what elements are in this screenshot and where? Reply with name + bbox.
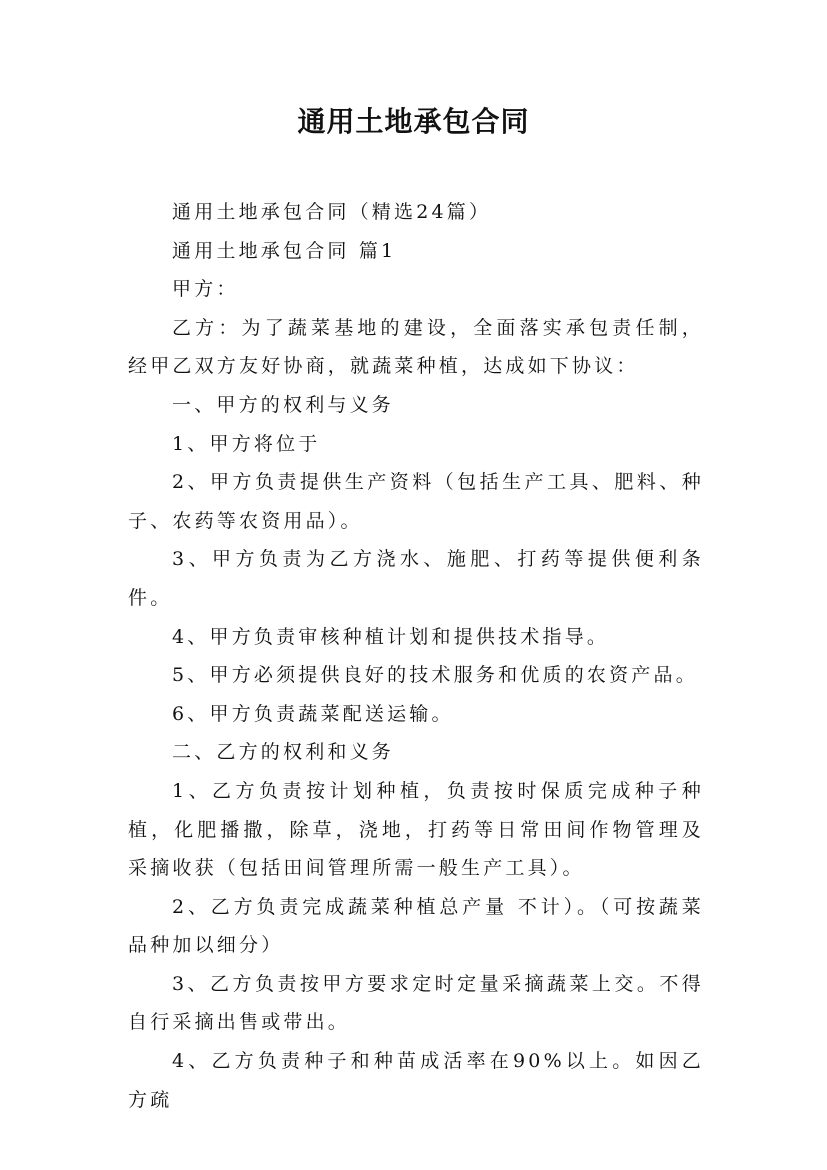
clause-a-4: 4、甲方负责审核种植计划和提供技术指导。 (172, 625, 610, 648)
clause-a-3: 3、甲方负责为乙方浇水、施肥、打药等提供便利条件。 (128, 548, 704, 609)
paragraph-party-b: 乙方：为了蔬菜基地的建设，全面落实承包责任制，经甲乙双方友好协商，就蔬菜种植，达成如下协议： (128, 316, 704, 378)
clause-a-6: 6、甲方负责蔬菜配送运输。 (172, 702, 454, 725)
clause-b-2: 2、乙方负责完成蔬菜种植总产量 不计）。（可按蔬菜品种加以细分） (128, 895, 704, 957)
paragraph-heading-part-1: 通用土地承包合同 篇1 (172, 239, 397, 262)
paragraph-subtitle: 通用土地承包合同（精选24篇） (172, 201, 492, 223)
clause-b-3: 3、乙方负责按甲方要求定时定量采摘蔬菜上交。不得自行采摘出售或带出。 (128, 972, 704, 1034)
document-body (128, 193, 704, 1119)
clause-a-5: 5、甲方必须提供良好的技术服务和优质的农资产品。 (172, 664, 698, 687)
clause-a-1: 1、甲方将位于 (172, 432, 321, 455)
document-title: 通用土地承包合同 (297, 105, 530, 138)
section-heading-party-a-rights: 一、甲方的权利与义务 (172, 393, 395, 416)
clause-b-4: 4、乙方负责种子和种苗成活率在90%以上。如因乙方疏 (128, 1050, 704, 1111)
clause-b-1: 1、乙方负责按计划种植，负责按时保质完成种子种植，化肥播撒，除草，浇地，打药等日常田间作物管理及采摘收获（包括田间管理所需一般生产工具）。 (128, 779, 704, 880)
paragraph-party-a: 甲方： (172, 278, 239, 301)
clause-a-2: 2、甲方负责提供生产资料（包括生产工具、肥料、种子、农药等农资用品）。 (128, 471, 704, 532)
section-heading-party-b-rights: 二、乙方的权利和义务 (172, 741, 395, 764)
